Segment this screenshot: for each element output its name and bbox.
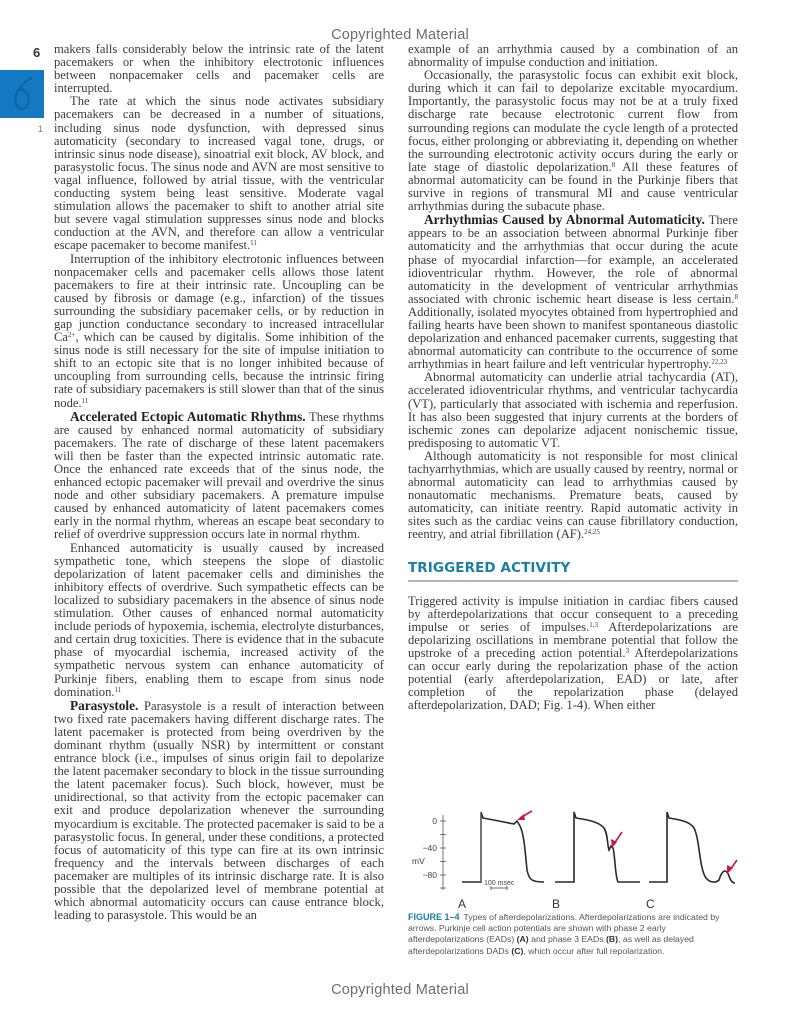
heart-logo-icon	[10, 76, 34, 112]
y-tick-0: 0	[432, 816, 437, 826]
citation: 24,25	[584, 528, 600, 537]
y-axis-label: mV	[412, 856, 425, 866]
figure-afterdepolarizations	[404, 810, 744, 910]
chapter-tab	[0, 70, 44, 118]
action-potential-diagram	[404, 810, 744, 910]
subsection-heading: Accelerated Ectopic Automatic Rhythms.	[70, 408, 306, 424]
citation: 8	[611, 160, 616, 169]
figure-label: FIGURE 1–4	[408, 912, 460, 922]
scale-bar-label: 100 msec	[484, 880, 515, 887]
y-tick-minus40: −40	[422, 843, 437, 853]
paragraph: example of an arrhythmia caused by a combination of an abnormality of impulse conduction and initiation.	[408, 42, 738, 70]
paragraph: Although automaticity is not responsible for most clinical tachyarrhythmias, which are usually caused by reentry, normal or abnormal automaticity can lead to arrhythmias caused by nonautomatic mechanisms. Premature beats, caused by automaticity, can initiate reentry. Rapid automatic activity in sites such as the cardiac veins can cause fibrillatory conduction, reentry, and atrial fibrillation (AF).$^{24,25}$	[408, 448, 738, 542]
left-column	[54, 43, 384, 922]
citation: 11	[114, 685, 122, 694]
subsection-heading: Arrhythmias Caused by Abnormal Automaticity.	[424, 212, 705, 228]
panel-label-a: A	[458, 897, 467, 910]
citation: 22,23	[711, 358, 728, 367]
paragraph: Interruption of the inhibitory electrotonic influences between nonpacemaker cells and pacemaker cells allows those latent pacemakers to fire at their intrinsic rate. Uncoupling can be caused by fibrosis or damage (e.g., infarction) of the tissues surrounding the subsidiary pacemaker cells, or by reduction in gap junction conductance secondary to increased intracellular $Ca^{2+}$, which can be caused by digitalis. Some inhibition of the sinus node is still necessary for the site of impulse initiation to shift to an ectopic site that is no longer inhibited because of uncoupling from surrounding cells, because the intrinsic firing rate of subsidiary pacemakers is still slower than that of the sinus node.$^{11}$	[54, 251, 384, 410]
citation: 11	[250, 239, 257, 248]
paragraph: makers falls considerably below the intrinsic rate of the latent pacemakers or when the inhibitory electrotonic influences between nonpacemaker cells and pacemaker cells are interrupted.	[54, 42, 384, 96]
paragraph: Parasystole. Parasystole is a result of interaction between two fixed rate pacemakers having different discharge rates. The latent pacemaker is protected from being overdriven by the dominant rhythm (usually NSR) by intermittent or constant entrance block (i.e., impulses of sinus origin fail to depolarize the latent pacemaker secondary to block in the tissue surrounding the latent pacemaker focus). Such block, however, must be unidirectional, so that activity from the ectopic pacemaker can exit and produce depolarization whenever the surrounding myocardium is excitable. The protected pacemaker is said to be a parasystolic focus. In general, under these conditions, a protected focus of automaticity of this type can fire at its own intrinsic frequency and the intervals between discharges of each pacemaker are multiples of its intrinsic discharge rate. It is also possible that the depolarized level of membrane potential at which abnormal automaticity occurs can cause entrance block, leading to parasystole. This would be an	[54, 697, 384, 923]
citation: 11	[81, 396, 89, 405]
panel-label-b: B	[552, 897, 561, 910]
subsection-heading: Parasystole.	[70, 697, 139, 713]
line-marker: 1	[38, 124, 44, 134]
figure-caption: FIGURE 1–4 Types of afterdepolarizations. Afterdepolarizations are indicated by arrows. Purkinje cell action potentials are shown with phase 2 early afterdepolarizations (EADs) (A) and phase 3 EADs (B), as well as delayed afterdepolarizations DADs (C), which occur after full repolarization.	[408, 912, 720, 956]
paragraph: Enhanced automaticity is usually caused by increased sympathetic tone, which steepens the slope of diastolic depolarization of latent pacemaker cells and diminishes the inhibitory effects of overdrive. Such sympathetic effects can be localized to subsidiary pacemakers in the absence of sinus node stimulation. Other causes of enhanced normal automaticity include periods of hypoxemia, ischemia, electrolyte disturbances, and certain drug toxicities. There is evidence that in the subacute phase of myocardial ischemia, increased activity of the sympathetic nervous system can enhance automaticity of Purkinje fibers, enabling them to escape from sinus node domination.$^{11}$	[54, 540, 384, 699]
citation: 3	[625, 647, 630, 656]
panel-label-c: C	[646, 897, 655, 910]
page-number: 6	[33, 45, 41, 60]
citation: 8	[734, 292, 738, 301]
paragraph: Arrhythmias Caused by Abnormal Automaticity. There appears to be an association between abnormal Purkinje fiber automaticity and the arrhythmias that occur during the acute phase of myocardial infarction—for example, an accelerated idioventricular rhythm. However, the role of abnormal automaticity in the development of ventricular arrhythmias associated with chronic ischemic heart disease is less certain.$^8$ Additionally, isolated myocytes obtained from hypertrophied and failing hearts have been shown to manifest spontaneous diastolic depolarization and enhanced pacemaker currents, suggesting that abnormal automaticity can contribute to the occurrence of some arrhythmias in heart failure and left ventricular hypertrophy.$^{22,23}$	[408, 212, 738, 372]
paragraph: Accelerated Ectopic Automatic Rhythms. These rhythms are caused by enhanced normal automaticity of subsidiary pacemakers. The rate of discharge of these latent pacemakers will then be faster than the expected intrinsic automatic rate. Once the enhanced rate exceeds that of the sinus node, the enhanced ectopic pacemaker will prevail and overdrive the sinus node and other subsidiary pacemakers. A premature impulse caused by enhanced automaticity of latent pacemakers comes early in the normal rhythm, whereas an escape beat secondary to relief of overdrive suppression occurs late in normal rhythm.	[54, 408, 385, 542]
section-heading: TRIGGERED ACTIVITY	[408, 562, 738, 582]
paragraph: Occasionally, the parasystolic focus can exhibit exit block, during which it can fail to depolarize excitable myocardium. Importantly, the parasystolic focus may not be at a truly fixed discharge rate because electrotonic current flow from surrounding regions can modulate the cycle length of a protected focus, either prolonging or abbreviating it, depending on whether the surrounding electrotonic activity occurs during the early or late stage of diastolic depolarization.$^8$ All these features of abnormal automaticity can be found in the Purkinje fibers that survive in regions of transmural MI and cause ventricular arrhythmias during the subacute phase.	[408, 68, 738, 214]
paragraph: Abnormal automaticity can underlie atrial tachycardia (AT), accelerated idioventricular rhythms, and ventricular tachycardia (VT), particularly that associated with ischemia and reperfusion. It has also been suggested that injury currents at the borders of ischemic zones can depolarize adjacent nonischemic tissue, predisposing to automatic VT.	[408, 370, 738, 450]
right-column	[408, 43, 738, 713]
paragraph: The rate at which the sinus node activates subsidiary pacemakers can be decreased in a number of situations, including sinus node dysfunction, with depressed sinus automaticity (secondary to increased vagal tone, drugs, or intrinsic sinus node disease), sinoatrial exit block, AV block, and parasystolic focus. The sinus node and AVN are most sensitive to vagal influence, followed by atrial tissue, with the ventricular conducting system being least sensitive. Moderate vagal stimulation allows the pacemaker to shift to another atrial site but severe vagal stimulation suppresses sinus node and blocks conduction at the AVN, and therefore can allow a ventricular escape pacemaker to become manifest.$^{11}$	[54, 94, 384, 253]
copyright-watermark-top: Copyrighted Material	[331, 27, 469, 43]
y-tick-minus80: −80	[422, 870, 437, 880]
paragraph: Triggered activity is impulse initiation in cardiac fibers caused by afterdepolarizations that occur consequent to a preceding impulse or series of impulses.$^{1,3}$ Afterdepolarizations are depolarizing oscillations in membrane potential that follow the upstroke of a preceding action potential.$^3$ Afterdepolarizations can occur early during the repolarization phase of the action potential (early afterdepolarization, EAD) or late, after completion of the repolarization phase (delayed afterdepolarization, DAD; Fig. 1-4). When either	[408, 593, 739, 713]
citation: 1,3	[589, 620, 598, 629]
copyright-watermark-bottom: Copyrighted Material	[331, 982, 469, 998]
